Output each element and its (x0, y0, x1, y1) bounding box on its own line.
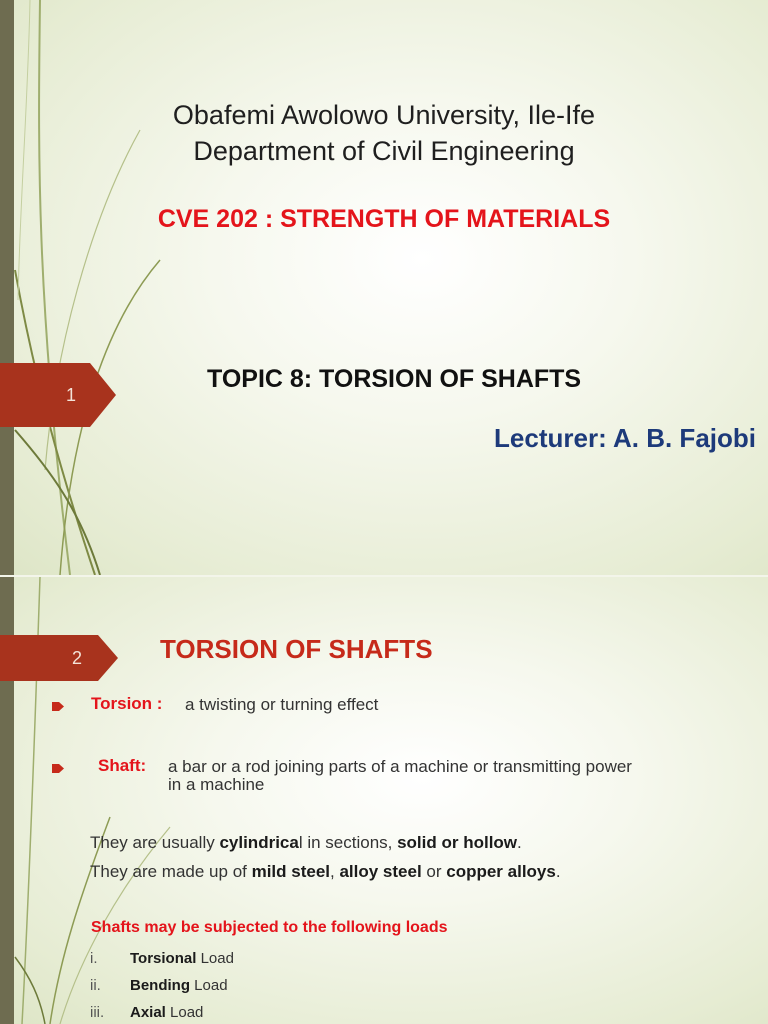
slide-number: 2 (72, 648, 83, 668)
load-item: iii. Axial Load (90, 1004, 204, 1021)
decorative-stems (0, 0, 200, 575)
topic-title: TOPIC 8: TORSION OF SHAFTS (207, 365, 582, 393)
course-title: CVE 202 : STRENGTH OF MATERIALS (157, 205, 611, 233)
department-name: Department of Civil Engineering (193, 136, 575, 166)
paragraph-materials: They are made up of mild steel, alloy steel or copper alloys. (90, 862, 561, 881)
slide-2[interactable] (0, 577, 768, 1024)
load-item: ii. Bending Load (90, 977, 228, 994)
loads-heading: Shafts may be subjected to the following loads (91, 919, 448, 936)
arrow-bullet-icon (52, 764, 64, 773)
load-item: i. Torsional Load (90, 950, 234, 967)
bullet-text: a bar or a rod joining parts of a machine or transmitting power (168, 757, 632, 776)
paragraph-shape: They are usually cylindrical in sections, solid or hollow. (90, 833, 522, 852)
bullet-text: a twisting or turning effect (185, 695, 379, 714)
university-name: Obafemi Awolowo University, Ile-Ife (172, 100, 596, 130)
bullet-label: Shaft: (98, 756, 147, 775)
arrow-bullet-icon (52, 702, 64, 711)
bullet-label: Torsion : (91, 694, 163, 713)
slide-number: 1 (66, 385, 77, 405)
bullet-text-continued: in a machine (168, 775, 265, 794)
slide-title: TORSION OF SHAFTS (160, 634, 433, 664)
lecturer-name: Lecturer: A. B. Fajobi (494, 423, 756, 453)
